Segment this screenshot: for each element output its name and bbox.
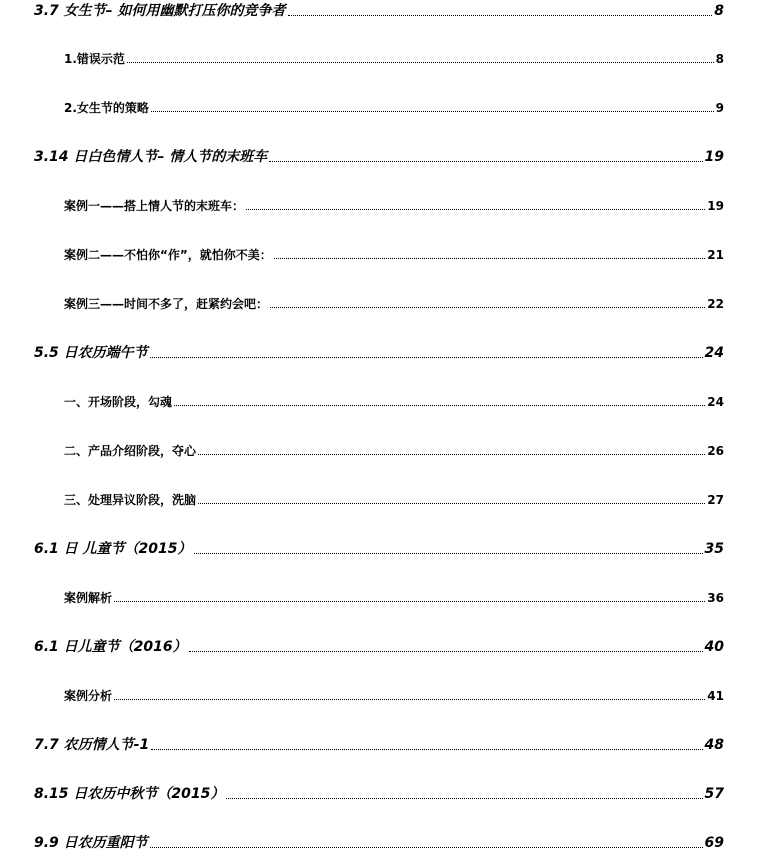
toc-entry-title: 案例二——不怕你“作”，就怕你不美：: [64, 248, 272, 262]
toc-entry-page: 24: [704, 345, 724, 361]
toc-entry-page: 41: [707, 689, 724, 703]
toc-entry-page: 21: [707, 248, 724, 262]
toc-entry-title: 1.错误示范: [64, 52, 125, 66]
toc-entry-title: 三、处理异议阶段，洗脑: [64, 493, 197, 507]
dot-leader: [198, 502, 705, 504]
dot-leader: [288, 14, 713, 16]
toc-entry-title: 5.5 日农历端午节: [34, 345, 148, 361]
toc-entry[interactable]: [34, 542, 724, 556]
toc-entry[interactable]: [64, 494, 724, 506]
toc-entry-title: 2.女生节的策略: [64, 101, 149, 115]
toc-entry[interactable]: [34, 150, 724, 164]
dot-leader: [269, 160, 702, 162]
dot-leader: [226, 797, 702, 799]
toc-entry[interactable]: [64, 102, 724, 114]
toc-entry-title: 3.14 日白色情人节– 情人节的末班车: [34, 149, 268, 165]
toc-entry-page: 48: [704, 737, 724, 753]
toc-entry-title: 6.1 日 儿童节（2015）: [34, 541, 192, 557]
toc-entry[interactable]: [34, 787, 724, 801]
toc-entry-page: 40: [704, 639, 724, 655]
dot-leader: [114, 600, 705, 602]
toc-entry-title: 案例解析: [64, 591, 113, 605]
toc-entry[interactable]: [34, 346, 724, 360]
dot-leader: [151, 110, 714, 112]
dot-leader: [246, 208, 705, 210]
toc-entry-page: 8: [715, 52, 724, 66]
toc-entry-title: 案例分析: [64, 689, 113, 703]
dot-leader: [174, 404, 705, 406]
toc-entry[interactable]: [64, 53, 724, 65]
toc-entry-page: 27: [707, 493, 724, 507]
toc-entry-title: 二、产品介绍阶段，夺心: [64, 444, 197, 458]
toc-entry-title: 9.9 日农历重阳节: [34, 835, 148, 851]
toc-entry[interactable]: [34, 836, 724, 850]
dot-leader: [189, 650, 703, 652]
dot-leader: [194, 552, 703, 554]
toc-entry-page: 35: [704, 541, 724, 557]
toc-entry[interactable]: [64, 396, 724, 408]
toc-entry-title: 8.15 日农历中秋节（2015）: [34, 786, 225, 802]
toc-entry[interactable]: [64, 200, 724, 212]
dot-leader: [151, 748, 702, 750]
dot-leader: [274, 257, 706, 259]
toc-entry-title: 6.1 日儿童节（2016）: [34, 639, 187, 655]
dot-leader: [127, 61, 714, 63]
toc-entry-page: 9: [715, 101, 724, 115]
toc-entry[interactable]: [64, 592, 724, 604]
dot-leader: [150, 846, 703, 848]
toc-entry-page: 22: [707, 297, 724, 311]
dot-leader: [270, 306, 705, 308]
toc-entry-page: 8: [714, 3, 724, 19]
toc-entry-title: 7.7 农历情人节-1: [34, 737, 150, 753]
toc-entry[interactable]: [34, 4, 724, 18]
toc-entry-title: 3.7 女生节– 如何用幽默打压你的竞争者: [34, 3, 286, 19]
toc-entry-page: 57: [704, 786, 724, 802]
toc-entry-page: 24: [707, 395, 724, 409]
toc-entry[interactable]: [64, 249, 724, 261]
dot-leader: [198, 453, 705, 455]
toc-entry[interactable]: [34, 738, 724, 752]
toc-entry[interactable]: [64, 445, 724, 457]
toc-entry-title: 一、开场阶段，勾魂: [64, 395, 173, 409]
toc-entry-page: 69: [704, 835, 724, 851]
toc-entry-page: 26: [707, 444, 724, 458]
toc-entry-title: 案例三——时间不多了，赶紧约会吧：: [64, 297, 269, 311]
toc-entry-page: 19: [707, 199, 724, 213]
toc-entry-title: 案例一——搭上情人节的末班车：: [64, 199, 245, 213]
dot-leader: [114, 698, 705, 700]
toc-entry[interactable]: [34, 640, 724, 654]
toc-entry[interactable]: [64, 298, 724, 310]
dot-leader: [150, 356, 703, 358]
toc-entry[interactable]: [64, 690, 724, 702]
toc-entry-page: 36: [707, 591, 724, 605]
toc-entry-page: 19: [704, 149, 724, 165]
